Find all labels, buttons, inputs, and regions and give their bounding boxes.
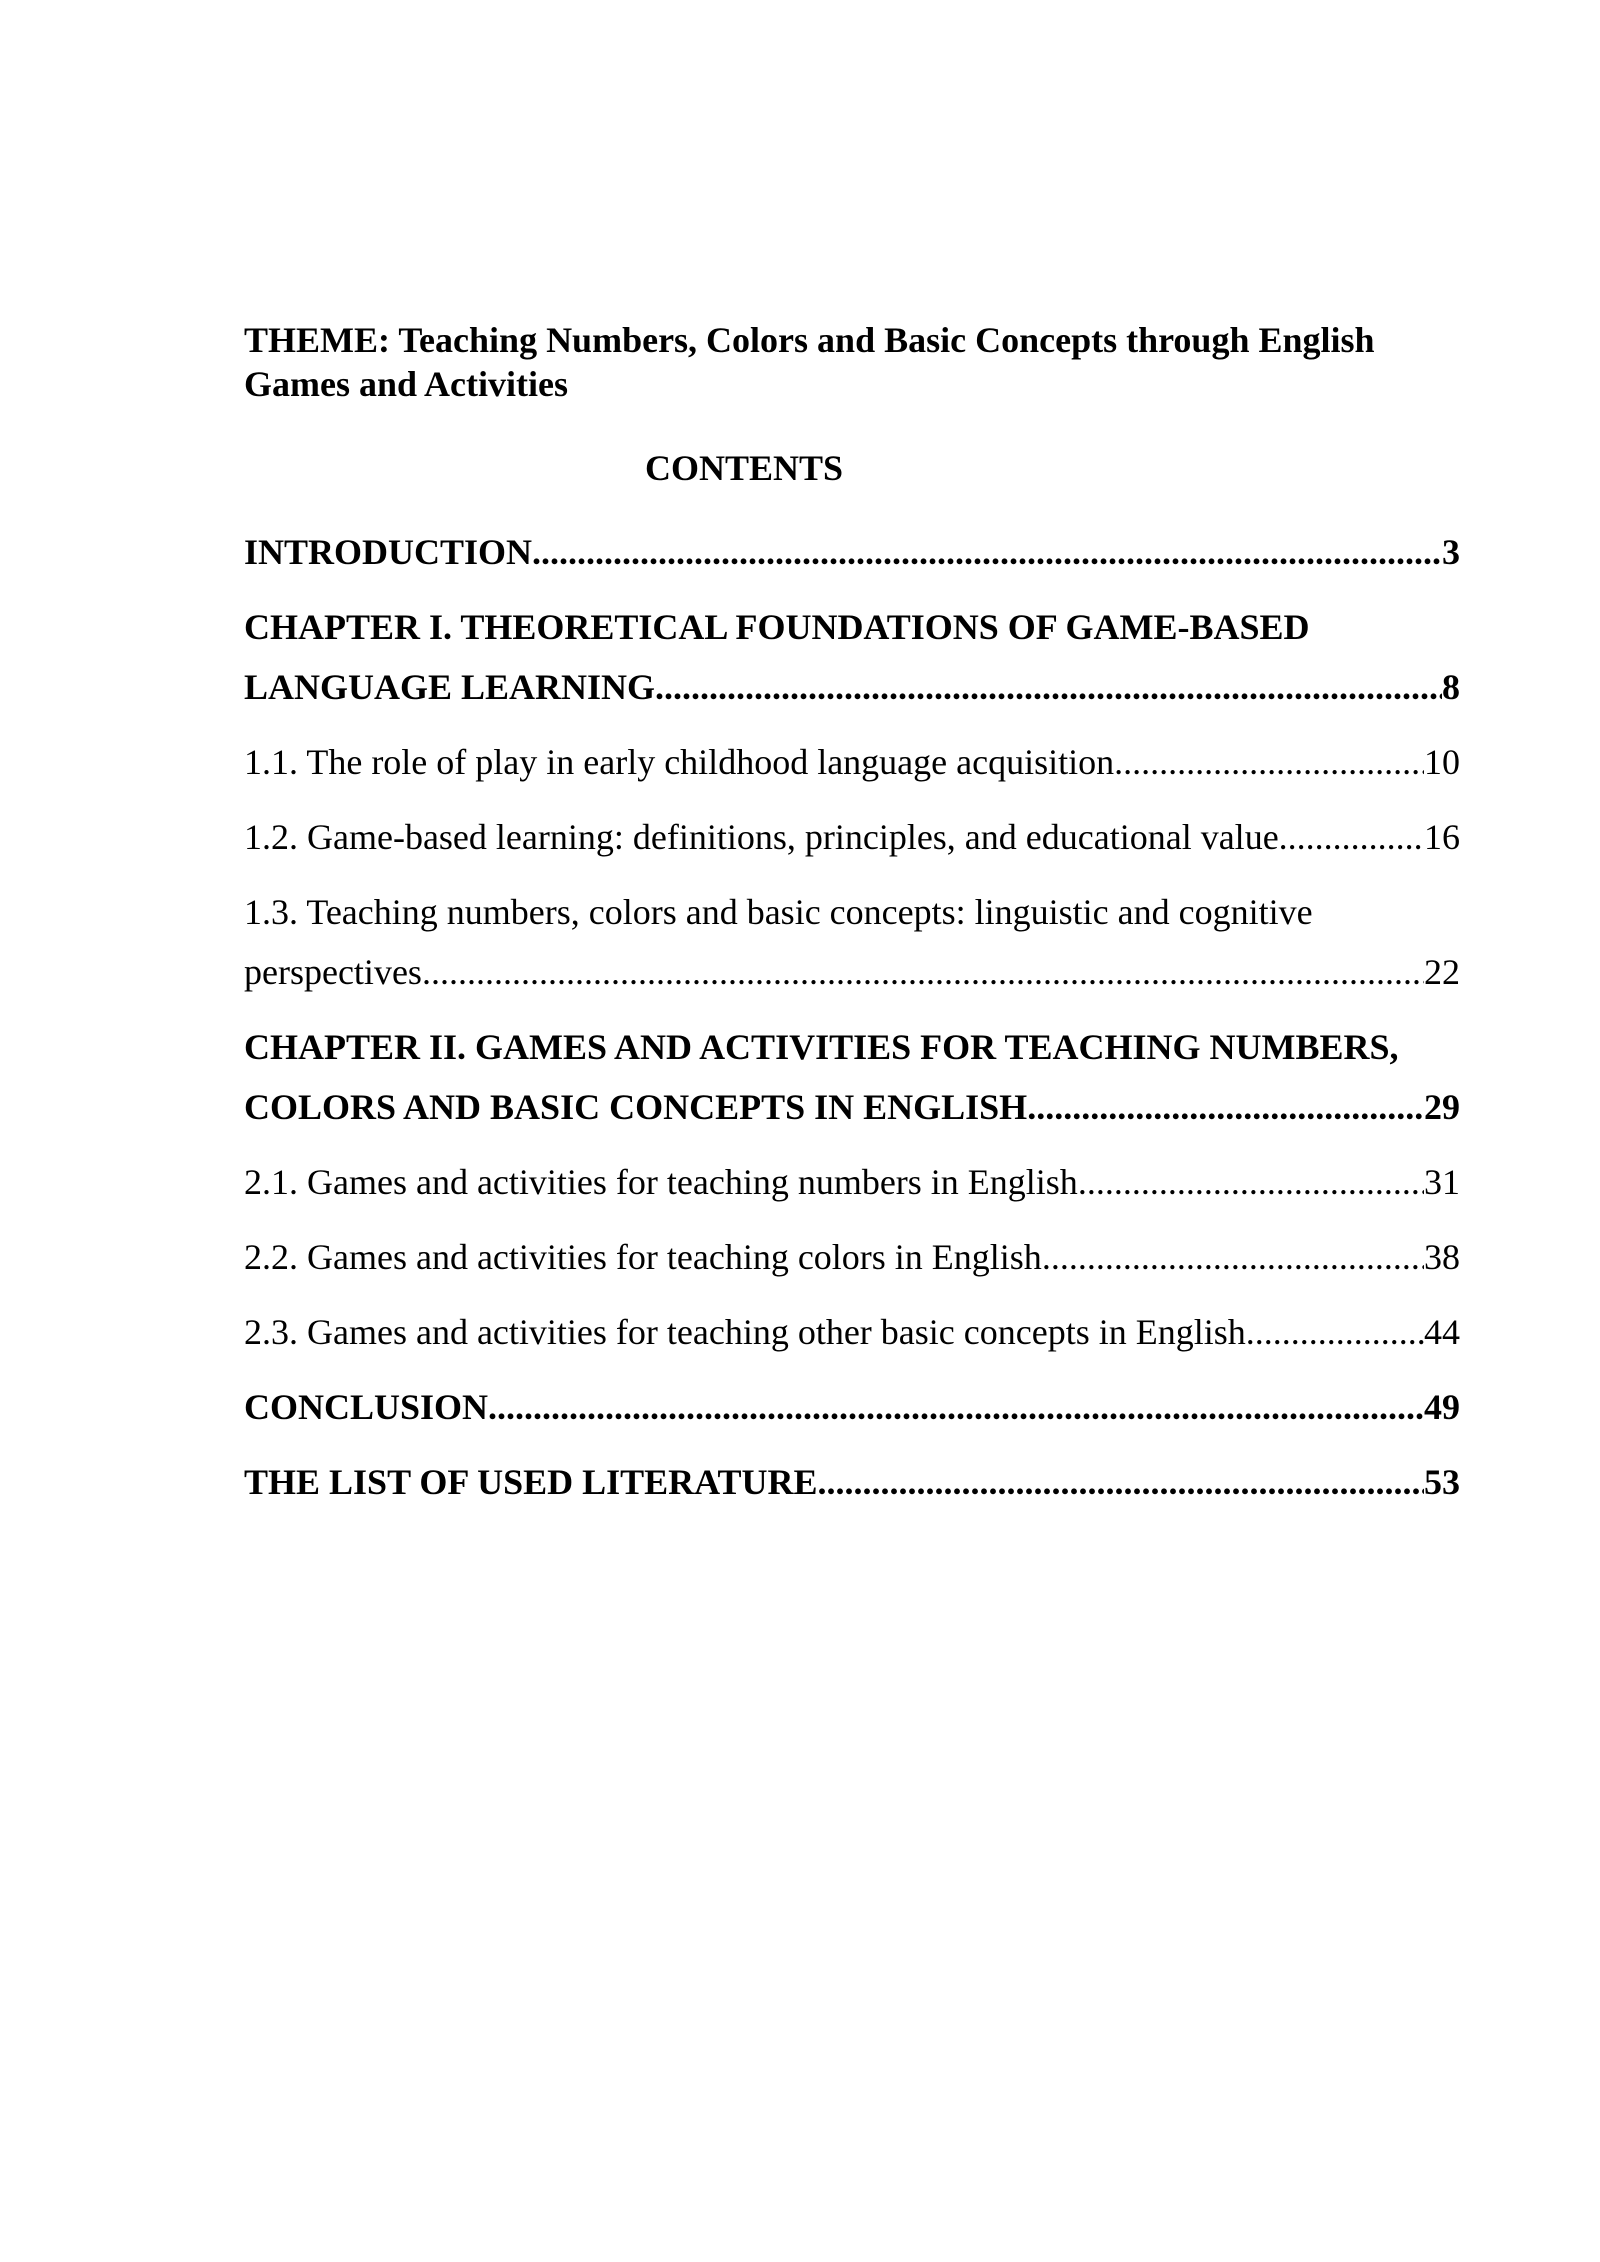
toc-entry-title: 2.2. Games and activities for teaching colors in English [244, 1237, 1042, 1277]
dot-leader [1279, 807, 1424, 867]
toc-entry-title-line-1: 1.3. Teaching numbers, colors and basic concepts: linguistic and cognitive [244, 892, 1313, 932]
dot-leader [1078, 1152, 1424, 1212]
toc-entry-title: CONCLUSION [244, 1387, 489, 1427]
dot-leader [532, 522, 1442, 582]
toc-page-number: 53 [1424, 1462, 1460, 1502]
toc-entry-title: 2.3. Games and activities for teaching other basic concepts in English [244, 1312, 1246, 1352]
dot-leader [1114, 732, 1424, 792]
toc-entry-section-2-1 [244, 1152, 1460, 1212]
toc-entry-section-1-2 [244, 807, 1460, 867]
toc-page-number: 10 [1424, 742, 1460, 782]
toc-entry-title-line-1: CHAPTER I. THEORETICAL FOUNDATIONS OF GAME-BASED [244, 607, 1310, 647]
toc-page-number: 44 [1424, 1312, 1460, 1352]
toc-entry-introduction [244, 522, 1460, 582]
dot-leader [422, 942, 1424, 1002]
contents-title: CONTENTS [644, 448, 844, 488]
dot-leader [1246, 1302, 1424, 1362]
theme-heading [244, 318, 1460, 406]
dot-leader [1027, 1077, 1424, 1137]
toc-page-number: 22 [1424, 952, 1460, 992]
toc-entry-title: 2.1. Games and activities for teaching numbers in English [244, 1162, 1078, 1202]
toc-entry-chapter-2 [244, 1017, 1460, 1137]
dot-leader [1042, 1227, 1424, 1287]
toc-entry-title-line-1: CHAPTER II. GAMES AND ACTIVITIES FOR TEACHING NUMBERS, [244, 1027, 1399, 1067]
toc-entry-title-line-2: COLORS AND BASIC CONCEPTS IN ENGLISH [244, 1087, 1028, 1127]
toc-page-number: 31 [1424, 1162, 1460, 1202]
toc-entry-section-2-3 [244, 1302, 1460, 1362]
dot-leader [488, 1377, 1424, 1437]
toc-page-number: 16 [1424, 817, 1460, 857]
toc-entry-section-1-3 [244, 882, 1460, 1002]
toc-entry-chapter-1 [244, 597, 1460, 717]
dot-leader [818, 1452, 1424, 1512]
theme-line-1: THEME: Teaching Numbers, Colors and Basic Concepts through English [244, 320, 1375, 360]
toc-entry-literature [244, 1452, 1460, 1512]
toc-page-number: 38 [1424, 1237, 1460, 1277]
toc-entry-title: 1.2. Game-based learning: definitions, principles, and educational value [244, 817, 1279, 857]
toc-entry-title-line-2: perspectives [244, 952, 422, 992]
toc-entry-section-1-1 [244, 732, 1460, 792]
theme-line-2: Games and Activities [244, 364, 568, 404]
toc-page-number: 49 [1424, 1387, 1460, 1427]
toc-entry-title-line-2: LANGUAGE LEARNING [244, 667, 656, 707]
toc-entry-section-2-2 [244, 1227, 1460, 1287]
toc-entry-title: 1.1. The role of play in early childhood language acquisition [244, 742, 1115, 782]
toc-page-number: 8 [1442, 667, 1460, 707]
toc-entry-conclusion [244, 1377, 1460, 1437]
toc-entry-title: INTRODUCTION [244, 532, 533, 572]
toc-page-number: 3 [1442, 532, 1460, 572]
dot-leader [655, 657, 1442, 717]
toc-entry-title: THE LIST OF USED LITERATURE [244, 1462, 818, 1502]
toc-page-number: 29 [1424, 1087, 1460, 1127]
table-of-contents [244, 522, 1460, 1527]
